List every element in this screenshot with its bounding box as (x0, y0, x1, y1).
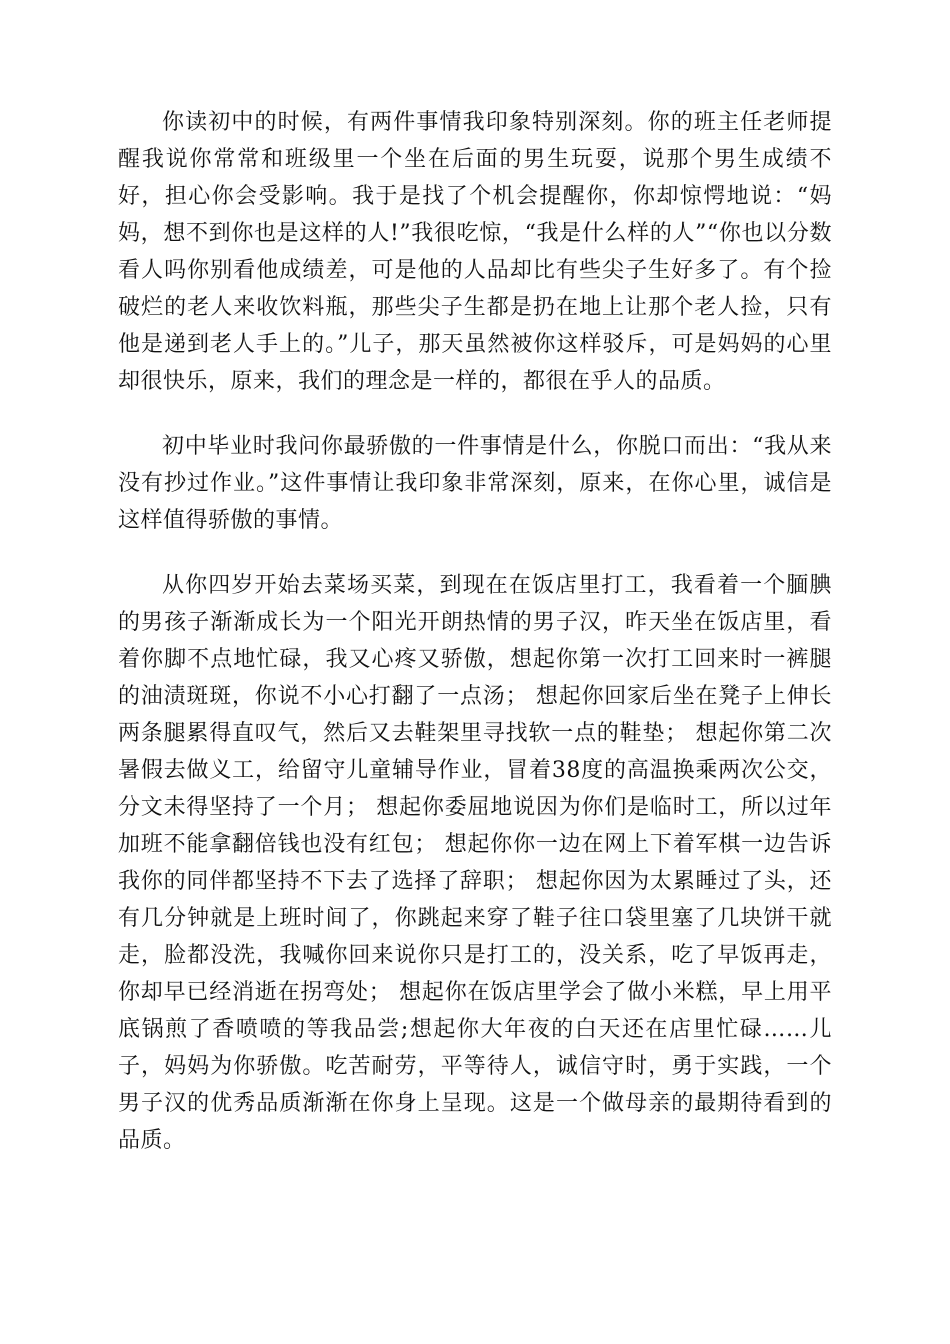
paragraph-1: 你读初中的时候，有两件事情我印象特别深刻。你的班主任老师提醒我说你常常和班级里一个坐在后面的男生玩耍，说那个男生成绩不好，担心你会受影响。我于是找了个机会提醒你，你却惊愕地说：“妈妈，想不到你也是这样的人!”我很吃惊，“我是什么样的人”“你也以分数看人吗你别看他成绩差，可是他的人品却比有些尖子生好多了。有个捡破烂的老人来收饮料瓶，那些尖子生都是扔在地上让那个老人捡，只有他是递到老人手上的。”儿子，那天虽然被你这样驳斥，可是妈妈的心里却很快乐，原来，我们的理念是一样的，都很在乎人的品质。 (118, 110, 832, 394)
paragraph-2: 初中毕业时我问你最骄傲的一件事情是什么，你脱口而出：“我从来没有抄过作业。”这件事情让我印象非常深刻，原来，在你心里，诚信是这样值得骄傲的事情。 (118, 434, 832, 533)
paragraph-3: 从你四岁开始去菜场买菜，到现在在饭店里打工，我看着一个腼腆的男孩子渐渐成长为一个阳光开朗热情的男子汉，昨天坐在饭店里，看着你脚不点地忙碌，我又心疼又骄傲，想起你第一次打工回来时一裤腿的油渍斑斑，你说不小心打翻了一点汤； 想起你回家后坐在凳子上伸长两条腿累得直叹气，然后又去鞋架里寻找软一点的鞋垫； 想起你第二次暑假去做义工，给留守儿童辅导作业，冒着38度的高温换乘两次公交，分文未得坚持了一个月； 想起你委屈地说因为你们是临时工，所以过年加班不能拿翻倍钱也没有红包； 想起你你一边在网上下着军棋一边告诉我你的同伴都坚持不下去了选择了辞职； 想起你因为太累睡过了头，还有几分钟就是上班时间了，你跳起来穿了鞋子往口袋里塞了几块饼干就走，脸都没洗，我喊你回来说你只是打工的，没关系，吃了早饭再走，你却早已经消逝在拐弯处； 想起你在饭店里学会了做小米糕，早上用平底锅煎了香喷喷的等我品尝;想起你大年夜的白天还在店里忙碌……儿子，妈妈为你骄傲。吃苦耐劳，平等待人，诚信守时，勇于实践，一个男子汉的优秀品质渐渐在你身上呈现。这是一个做母亲的最期待看到的品质。 (118, 573, 832, 1153)
